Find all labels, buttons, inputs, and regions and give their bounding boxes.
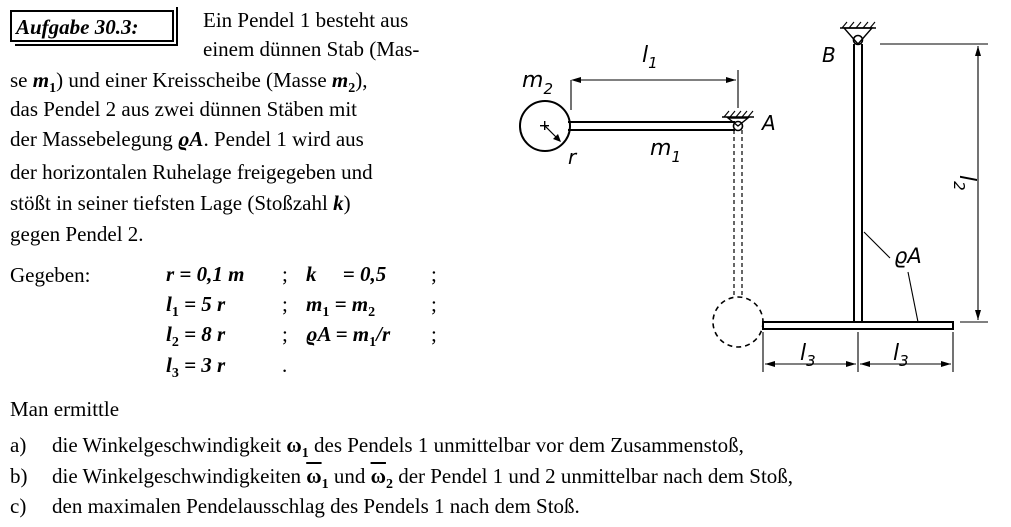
pendulum2-horizontal-rod bbox=[763, 322, 953, 329]
given-l2: $l_2 = 8$ r bbox=[166, 322, 226, 350]
given-end-1: ; bbox=[431, 262, 437, 286]
task-b-letter: b) bbox=[10, 464, 28, 488]
label-l1: $l_1$ bbox=[642, 43, 658, 72]
task-intro: Man ermittle bbox=[10, 397, 120, 421]
label-A: A bbox=[762, 111, 776, 135]
given-l3: $l_3 = 3$ r bbox=[166, 353, 226, 381]
label-rhoA: ϱA bbox=[894, 244, 922, 268]
intro-line-4: das Pendel 2 aus zwei dünnen Stäben mit bbox=[10, 97, 358, 121]
given-l1: $l_1 = 5$ r bbox=[166, 292, 226, 320]
given-label: Gegeben: bbox=[10, 263, 91, 287]
given-k: k = 0,5 bbox=[306, 262, 387, 286]
task-b-text: die Winkelgeschwindigkeiten $\overline{\omega}_1$ und $\overline{\omega}_2$ der Pendel 1 und 2 unmittelbar nach dem Stoß, bbox=[52, 464, 794, 492]
label-l3-left: $l_3$ bbox=[800, 341, 816, 370]
intro-line-6: der horizontalen Ruhelage freigegeben und bbox=[10, 160, 373, 184]
given-r: r = 0,1 m bbox=[166, 262, 245, 286]
given-end-4: . bbox=[282, 353, 288, 377]
label-l3-right: $l_3$ bbox=[893, 341, 909, 370]
label-B: B bbox=[822, 43, 836, 67]
given-rhoA: $ϱA = m_1/r$ bbox=[306, 322, 391, 350]
exercise-title: Aufgabe 30.3: bbox=[16, 15, 139, 39]
label-r: r bbox=[568, 145, 577, 169]
intro-line-3: se $m_1$) und einer Kreisscheibe (Masse $m_2$), bbox=[10, 68, 368, 96]
given-m1: $m_1 = m_2$ bbox=[306, 292, 376, 320]
label-m2: $m_2$ bbox=[522, 68, 553, 98]
given-sep-2: ; bbox=[282, 292, 288, 316]
pendulum1-lowest-position bbox=[713, 297, 763, 347]
given-sep-3: ; bbox=[282, 322, 288, 346]
given-end-2: ; bbox=[431, 292, 437, 316]
task-c-text: den maximalen Pendelausschlag des Pendels 1 nach dem Stoß. bbox=[52, 494, 580, 518]
given-end-3: ; bbox=[431, 322, 437, 346]
label-l2: $l_2$ bbox=[950, 175, 979, 191]
intro-line-5: der Massebelegung ϱA. Pendel 1 wird aus bbox=[10, 127, 364, 151]
label-m1: $m_1$ bbox=[650, 136, 681, 166]
task-a-text: die Winkelgeschwindigkeit $\omega_1$ des Pendels 1 unmittelbar vor dem Zusammenstoß, bbox=[52, 433, 744, 461]
intro-line-1: Ein Pendel 1 besteht aus bbox=[203, 8, 409, 32]
intro-line-2: einem dünnen Stab (Mas- bbox=[203, 37, 420, 61]
task-a-letter: a) bbox=[10, 433, 27, 457]
task-c-letter: c) bbox=[10, 494, 27, 518]
intro-line-7: stößt in seiner tiefsten Lage (Stoßzahl k) bbox=[10, 191, 351, 215]
given-sep-1: ; bbox=[282, 262, 288, 286]
intro-line-8: gegen Pendel 2. bbox=[10, 222, 144, 246]
